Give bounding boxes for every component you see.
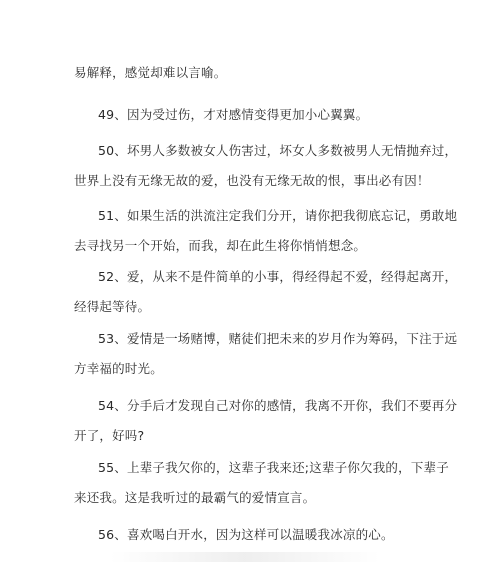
text-line: 方幸福的时光。 xyxy=(74,361,163,376)
paragraph-51 xyxy=(74,201,458,261)
bottom-fade-artifact xyxy=(110,552,380,562)
text-line: 经得起等待。 xyxy=(74,299,151,314)
text-line: 开了，好吗? xyxy=(74,428,145,443)
paragraph-56 xyxy=(74,520,454,550)
text-line: 51、如果生活的洪流注定我们分开，请你把我彻底忘记，勇敢地 xyxy=(98,208,458,223)
text-line: 去寻找另一个开始，而我，却在此生将你悄悄想念。 xyxy=(74,238,367,253)
text-line: 54、分手后才发现自己对你的感情，我离不开你，我们不要再分 xyxy=(98,398,458,413)
paragraph-55 xyxy=(74,453,454,513)
text-line: 52、爱，从来不是件简单的小事，得经得起不爱，经得起离开， xyxy=(98,269,458,284)
text-line: 50、坏男人多数被女人伤害过，坏女人多数被男人无情抛弃过， xyxy=(98,143,458,158)
paragraph-54 xyxy=(74,391,458,451)
paragraph-continuation xyxy=(74,58,454,88)
paragraph-53 xyxy=(74,324,458,384)
text-line: 56、喜欢喝白开水，因为这样可以温暖我冰凉的心。 xyxy=(98,527,394,542)
text-line: 世界上没有无缘无故的爱，也没有无缘无故的恨，事出必有因！ xyxy=(74,173,430,188)
paragraph-49 xyxy=(74,100,454,130)
paragraph-52 xyxy=(74,262,458,322)
text-line: 易解释，感觉却难以言喻。 xyxy=(74,65,227,80)
text-line: 53、爱情是一场赌博，赌徒们把未来的岁月作为筹码，下注于远 xyxy=(98,331,458,346)
text-line: 55、上辈子我欠你的，这辈子我来还;这辈子你欠我的，下辈子 xyxy=(98,460,449,475)
text-line: 来还我。这是我听过的最霸气的爱情宣言。 xyxy=(74,490,316,505)
paragraph-50 xyxy=(74,136,458,196)
text-line: 49、因为受过伤，才对感情变得更加小心翼翼。 xyxy=(98,107,369,122)
